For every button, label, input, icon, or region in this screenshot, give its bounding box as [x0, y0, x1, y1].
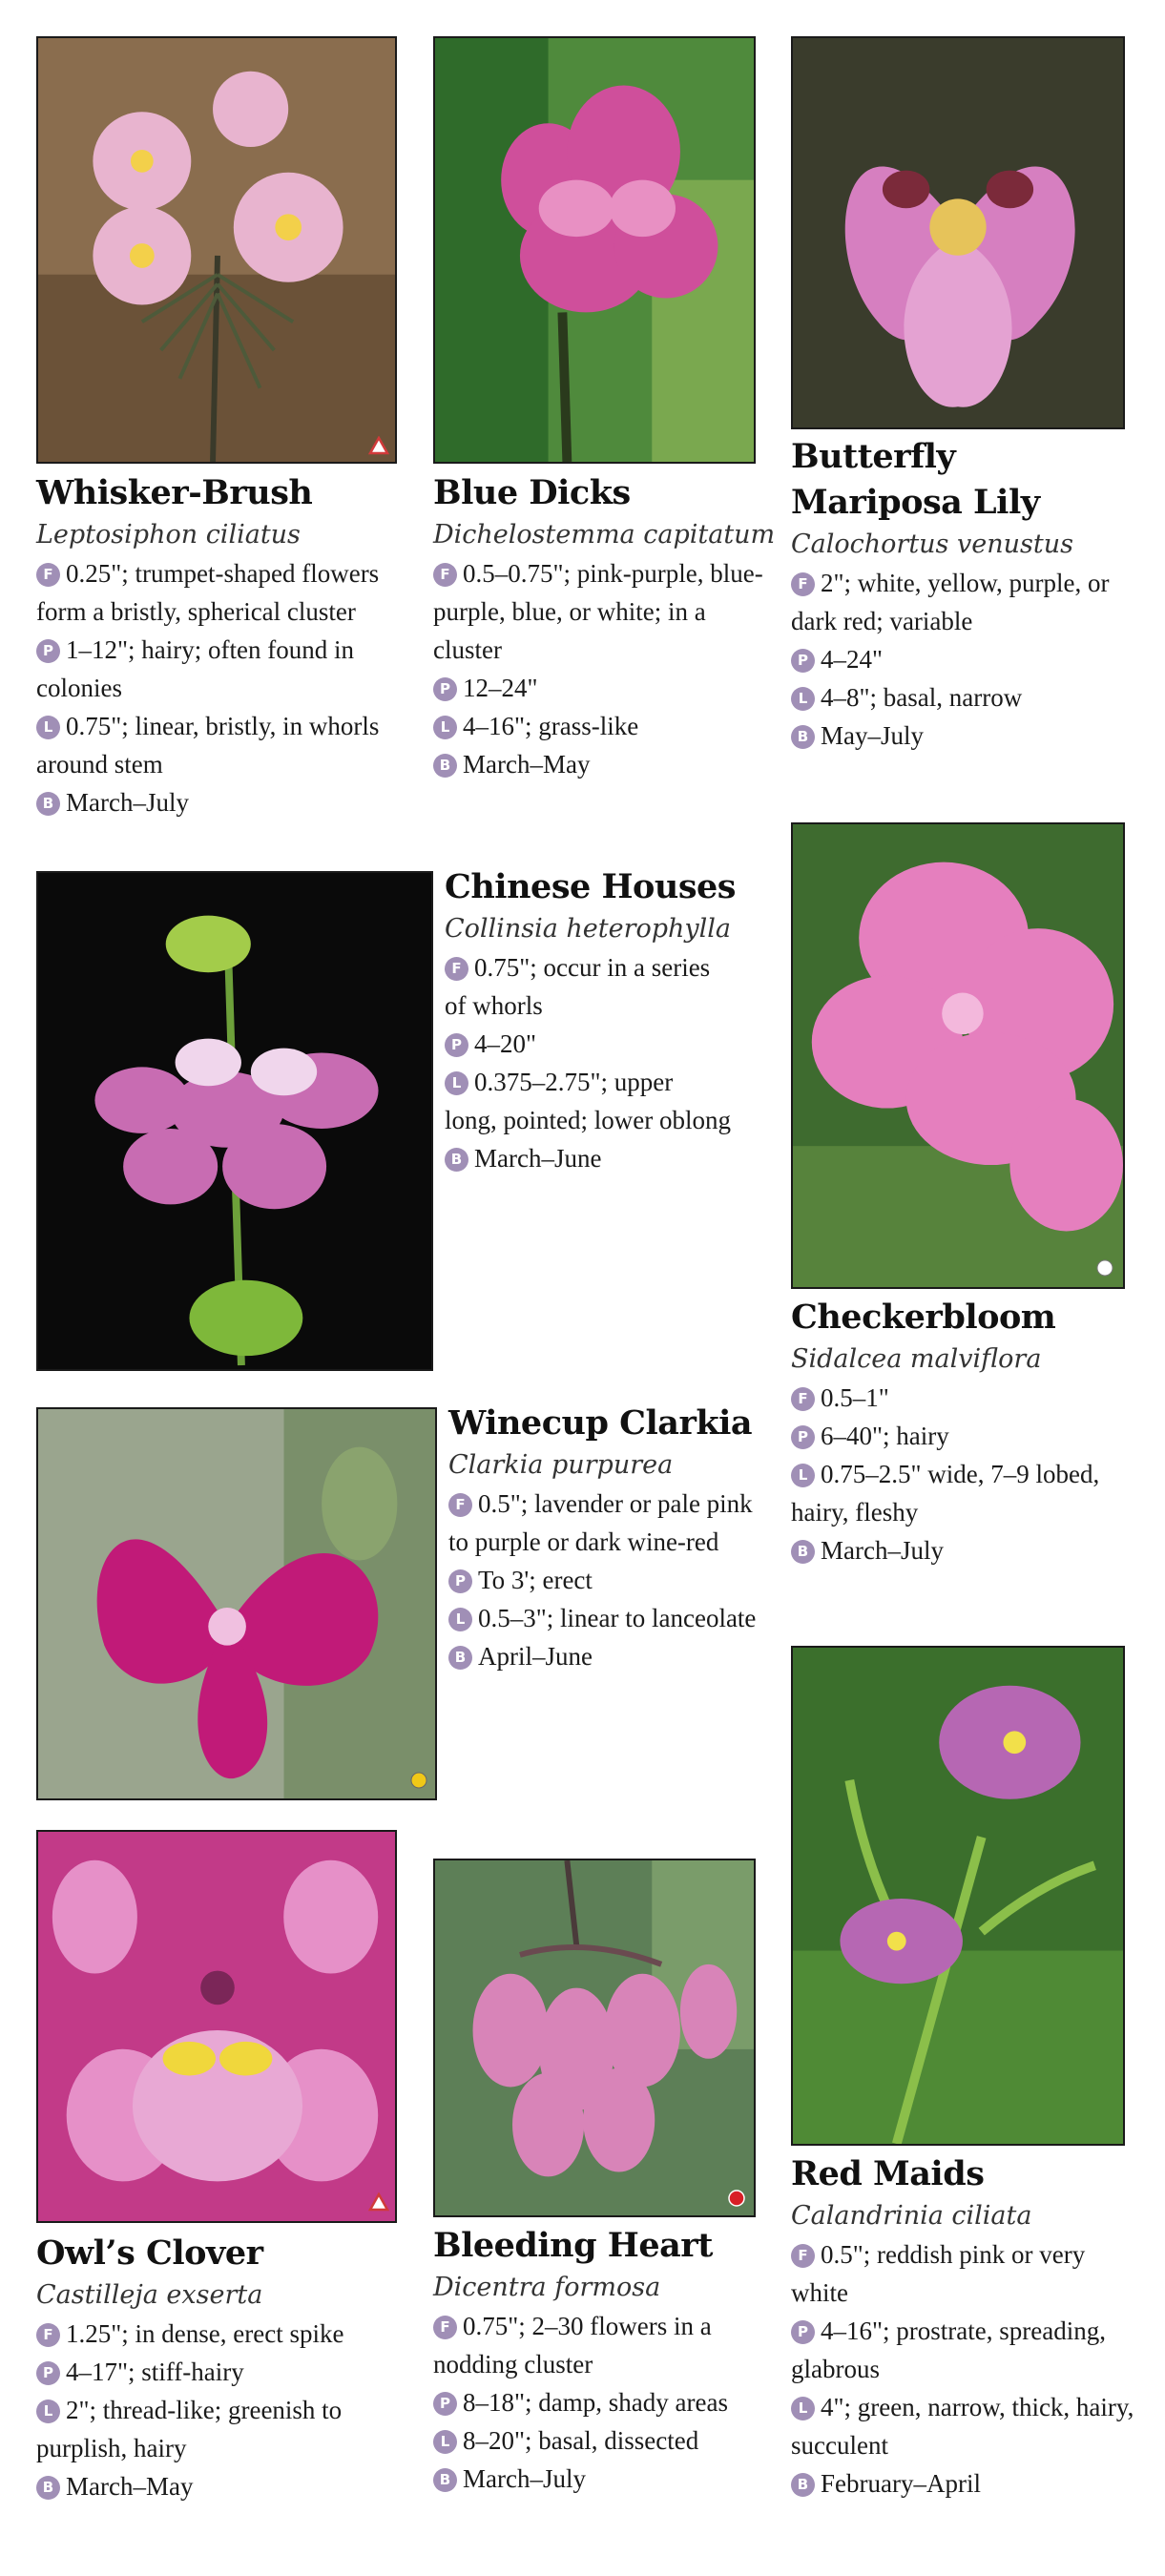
bloom-text: April–June — [478, 1642, 593, 1671]
plant-info — [791, 1417, 1134, 1455]
species-name: Winecup Clarkia — [448, 1403, 753, 1443]
bloom-info — [433, 745, 767, 783]
plant-info — [36, 631, 418, 707]
plant-badge-icon: P — [791, 1425, 815, 1449]
plant-badge-icon: P — [36, 639, 60, 663]
bloom-text: March–June — [474, 1144, 602, 1173]
flower-badge-icon: F — [36, 563, 60, 587]
plant-badge-icon: P — [448, 1569, 472, 1593]
scientific-name: Clarkia purpurea — [448, 1450, 674, 1480]
species-card-whisker-brush — [36, 470, 418, 821]
leaf-text: 0.75"; linear, bristly, in whorls around stem — [36, 712, 380, 779]
bloom-info — [36, 2467, 418, 2505]
flower-badge-icon: F — [433, 563, 457, 587]
species-card-chinese-houses — [445, 864, 737, 1177]
bloom-badge-icon: B — [445, 1148, 468, 1172]
plant-info — [36, 2353, 418, 2391]
leaf-text: 0.375–2.75"; upper long, pointed; lower oblong — [445, 1068, 731, 1134]
leaf-info — [791, 1455, 1134, 1531]
leaf-badge-icon: L — [36, 2399, 60, 2423]
flower-info — [791, 1379, 1134, 1417]
flower-info — [36, 554, 418, 631]
leaf-text: 2"; thread-like; greenish to purplish, hairy — [36, 2396, 343, 2462]
bloom-badge-icon: B — [791, 725, 815, 749]
bloom-text: March–May — [66, 2472, 194, 2501]
leaf-badge-icon: L — [791, 687, 815, 711]
plant-info — [791, 640, 1134, 678]
plant-info — [448, 1561, 773, 1599]
species-name: Blue Dicks — [433, 473, 631, 512]
flower-info — [36, 2315, 418, 2353]
plant-text: 6–40"; hairy — [821, 1422, 949, 1450]
bloom-info — [791, 1531, 1134, 1569]
species-name: Red Maids — [791, 2154, 985, 2193]
leaf-info — [36, 2391, 418, 2467]
yellow-dot-icon — [409, 1771, 428, 1790]
bloom-info — [36, 783, 418, 821]
plant-badge-icon: P — [791, 2320, 815, 2344]
species-name: Checkerbloom — [791, 1298, 1056, 1337]
bloom-text: March–July — [463, 2464, 586, 2493]
leaf-info — [445, 1063, 731, 1139]
species-card-red-maids — [791, 2151, 1134, 2503]
bloom-badge-icon: B — [36, 2476, 60, 2500]
species-card-checkerbloom — [791, 1295, 1134, 1569]
leaf-badge-icon: L — [433, 2430, 457, 2454]
leaf-info — [791, 678, 1134, 717]
plant-info — [791, 2312, 1134, 2388]
scientific-name: Collinsia heterophylla — [445, 914, 732, 944]
flower-text: 0.5"; reddish pink or very white — [791, 2240, 1086, 2307]
leaf-info — [433, 2421, 767, 2460]
scientific-name: Dichelostemma capitatum — [433, 520, 776, 550]
bloom-badge-icon: B — [791, 1540, 815, 1564]
flower-info — [445, 948, 731, 1025]
triangle-icon — [368, 436, 389, 455]
red-dot-icon — [727, 2189, 746, 2208]
flower-text: 2"; white, yellow, purple, or dark red; variable — [791, 569, 1110, 635]
leaf-badge-icon: L — [433, 716, 457, 739]
flower-badge-icon: F — [433, 2316, 457, 2339]
flower-info — [433, 554, 767, 669]
plant-text: 4–16"; prostrate, spreading, glabrous — [791, 2316, 1106, 2383]
species-name — [791, 434, 1134, 526]
plant-text: 4–17"; stiff-hairy — [66, 2358, 244, 2386]
flower-text: 0.5–0.75"; pink-purple, blue-purple, blue, or white; in a cluster — [433, 559, 763, 664]
chinese-houses-photo — [36, 871, 433, 1371]
plant-text: 12–24" — [463, 674, 538, 702]
species-name: Bleeding Heart — [433, 2226, 713, 2265]
bloom-badge-icon: B — [36, 792, 60, 816]
plant-text: 4–24" — [821, 645, 884, 674]
species-name-line-1: Butterfly — [791, 437, 956, 476]
species-card-winecup-clarkia — [448, 1401, 773, 1675]
scientific-name: Leptosiphon ciliatus — [36, 520, 301, 550]
bloom-info — [448, 1637, 773, 1675]
leaf-badge-icon: L — [445, 1071, 468, 1095]
plant-badge-icon: P — [433, 2392, 457, 2416]
scientific-name: Calandrinia ciliata — [791, 2201, 1032, 2231]
flower-text: 0.25"; trumpet-shaped flowers form a bristly, spherical cluster — [36, 559, 380, 626]
plant-text: 4–20" — [474, 1029, 537, 1058]
bloom-badge-icon: B — [448, 1646, 472, 1670]
flower-badge-icon: F — [448, 1493, 472, 1517]
species-name: Owl’s Clover — [36, 2233, 263, 2273]
flower-info — [448, 1485, 773, 1561]
flower-badge-icon: F — [791, 572, 815, 596]
plant-badge-icon: P — [433, 677, 457, 701]
species-name: Chinese Houses — [445, 867, 737, 906]
leaf-text: 4–16"; grass-like — [463, 712, 639, 740]
bloom-text: March–July — [821, 1536, 944, 1565]
flower-badge-icon: F — [791, 1387, 815, 1411]
bloom-badge-icon: B — [791, 2473, 815, 2497]
plant-badge-icon: P — [791, 649, 815, 673]
leaf-info — [791, 2388, 1134, 2464]
leaf-info — [36, 707, 418, 783]
flower-badge-icon: F — [445, 957, 468, 981]
leaf-text: 4–8"; basal, narrow — [821, 683, 1023, 712]
bloom-text: May–July — [821, 721, 924, 750]
flower-info — [791, 564, 1134, 640]
leaf-badge-icon: L — [791, 2397, 815, 2420]
plant-info — [445, 1025, 731, 1063]
species-card-owls-clover — [36, 2231, 418, 2505]
flower-info — [791, 2235, 1134, 2312]
leaf-text: 4"; green, narrow, thick, hairy, succulent — [791, 2393, 1134, 2460]
flower-badge-icon: F — [791, 2244, 815, 2268]
bloom-info — [791, 717, 1134, 755]
leaf-badge-icon: L — [791, 1464, 815, 1487]
bloom-info — [791, 2464, 1134, 2503]
bleeding-heart-photo — [433, 1859, 756, 2217]
scientific-name: Castilleja exserta — [36, 2280, 263, 2310]
triangle-icon — [368, 2192, 389, 2212]
species-card-blue-dicks — [433, 470, 776, 783]
species-name: Whisker-Brush — [36, 473, 313, 512]
leaf-badge-icon: L — [448, 1608, 472, 1631]
scientific-name: Calochortus venustus — [791, 530, 1073, 559]
flower-text: 0.5"; lavender or pale pink to purple or dark wine-red — [448, 1489, 753, 1556]
red-maids-photo — [791, 1646, 1125, 2146]
flower-badge-icon: F — [36, 2323, 60, 2347]
plant-info — [433, 2383, 767, 2421]
plant-info — [433, 669, 767, 707]
species-card-bleeding-heart — [433, 2223, 767, 2498]
bloom-badge-icon: B — [433, 2468, 457, 2492]
bloom-info — [433, 2460, 767, 2498]
species-card-butterfly-mariposa-lily — [791, 434, 1134, 755]
flower-info — [433, 2307, 767, 2383]
scientific-name: Dicentra formosa — [433, 2273, 661, 2302]
bloom-badge-icon: B — [433, 754, 457, 778]
owls-clover-photo — [36, 1830, 397, 2223]
bloom-text: February–April — [821, 2469, 981, 2498]
leaf-text: 0.5–3"; linear to lanceolate — [478, 1604, 757, 1632]
leaf-text: 0.75–2.5" wide, 7–9 lobed, hairy, fleshy — [791, 1460, 1100, 1527]
flower-text: 0.5–1" — [821, 1383, 889, 1412]
plant-badge-icon: P — [445, 1033, 468, 1057]
whisker-brush-photo — [36, 36, 397, 464]
leaf-info — [448, 1599, 773, 1637]
checkerbloom-photo — [791, 822, 1125, 1289]
flower-text: 1.25"; in dense, erect spike — [66, 2319, 344, 2348]
leaf-text: 8–20"; basal, dissected — [463, 2426, 699, 2455]
flower-text: 0.75"; occur in a series of whorls — [445, 953, 711, 1020]
winecup-clarkia-photo — [36, 1407, 437, 1800]
plant-text: To 3'; erect — [478, 1566, 593, 1594]
plant-text: 1–12"; hairy; often found in colonies — [36, 635, 354, 702]
plant-text: 8–18"; damp, shady areas — [463, 2388, 728, 2417]
plant-badge-icon: P — [36, 2361, 60, 2385]
scientific-name: Sidalcea malviflora — [791, 1344, 1042, 1374]
species-name-line-2: Mariposa Lily — [791, 483, 1040, 522]
bloom-text: March–May — [463, 750, 591, 779]
bloom-text: March–July — [66, 788, 189, 817]
butterfly-mariposa-lily-photo — [791, 36, 1125, 429]
white-dot-icon — [1095, 1258, 1114, 1278]
bloom-info — [445, 1139, 731, 1177]
leaf-badge-icon: L — [36, 716, 60, 739]
flower-text: 0.75"; 2–30 flowers in a nodding cluster — [433, 2312, 712, 2379]
leaf-info — [433, 707, 767, 745]
blue-dicks-photo — [433, 36, 756, 464]
